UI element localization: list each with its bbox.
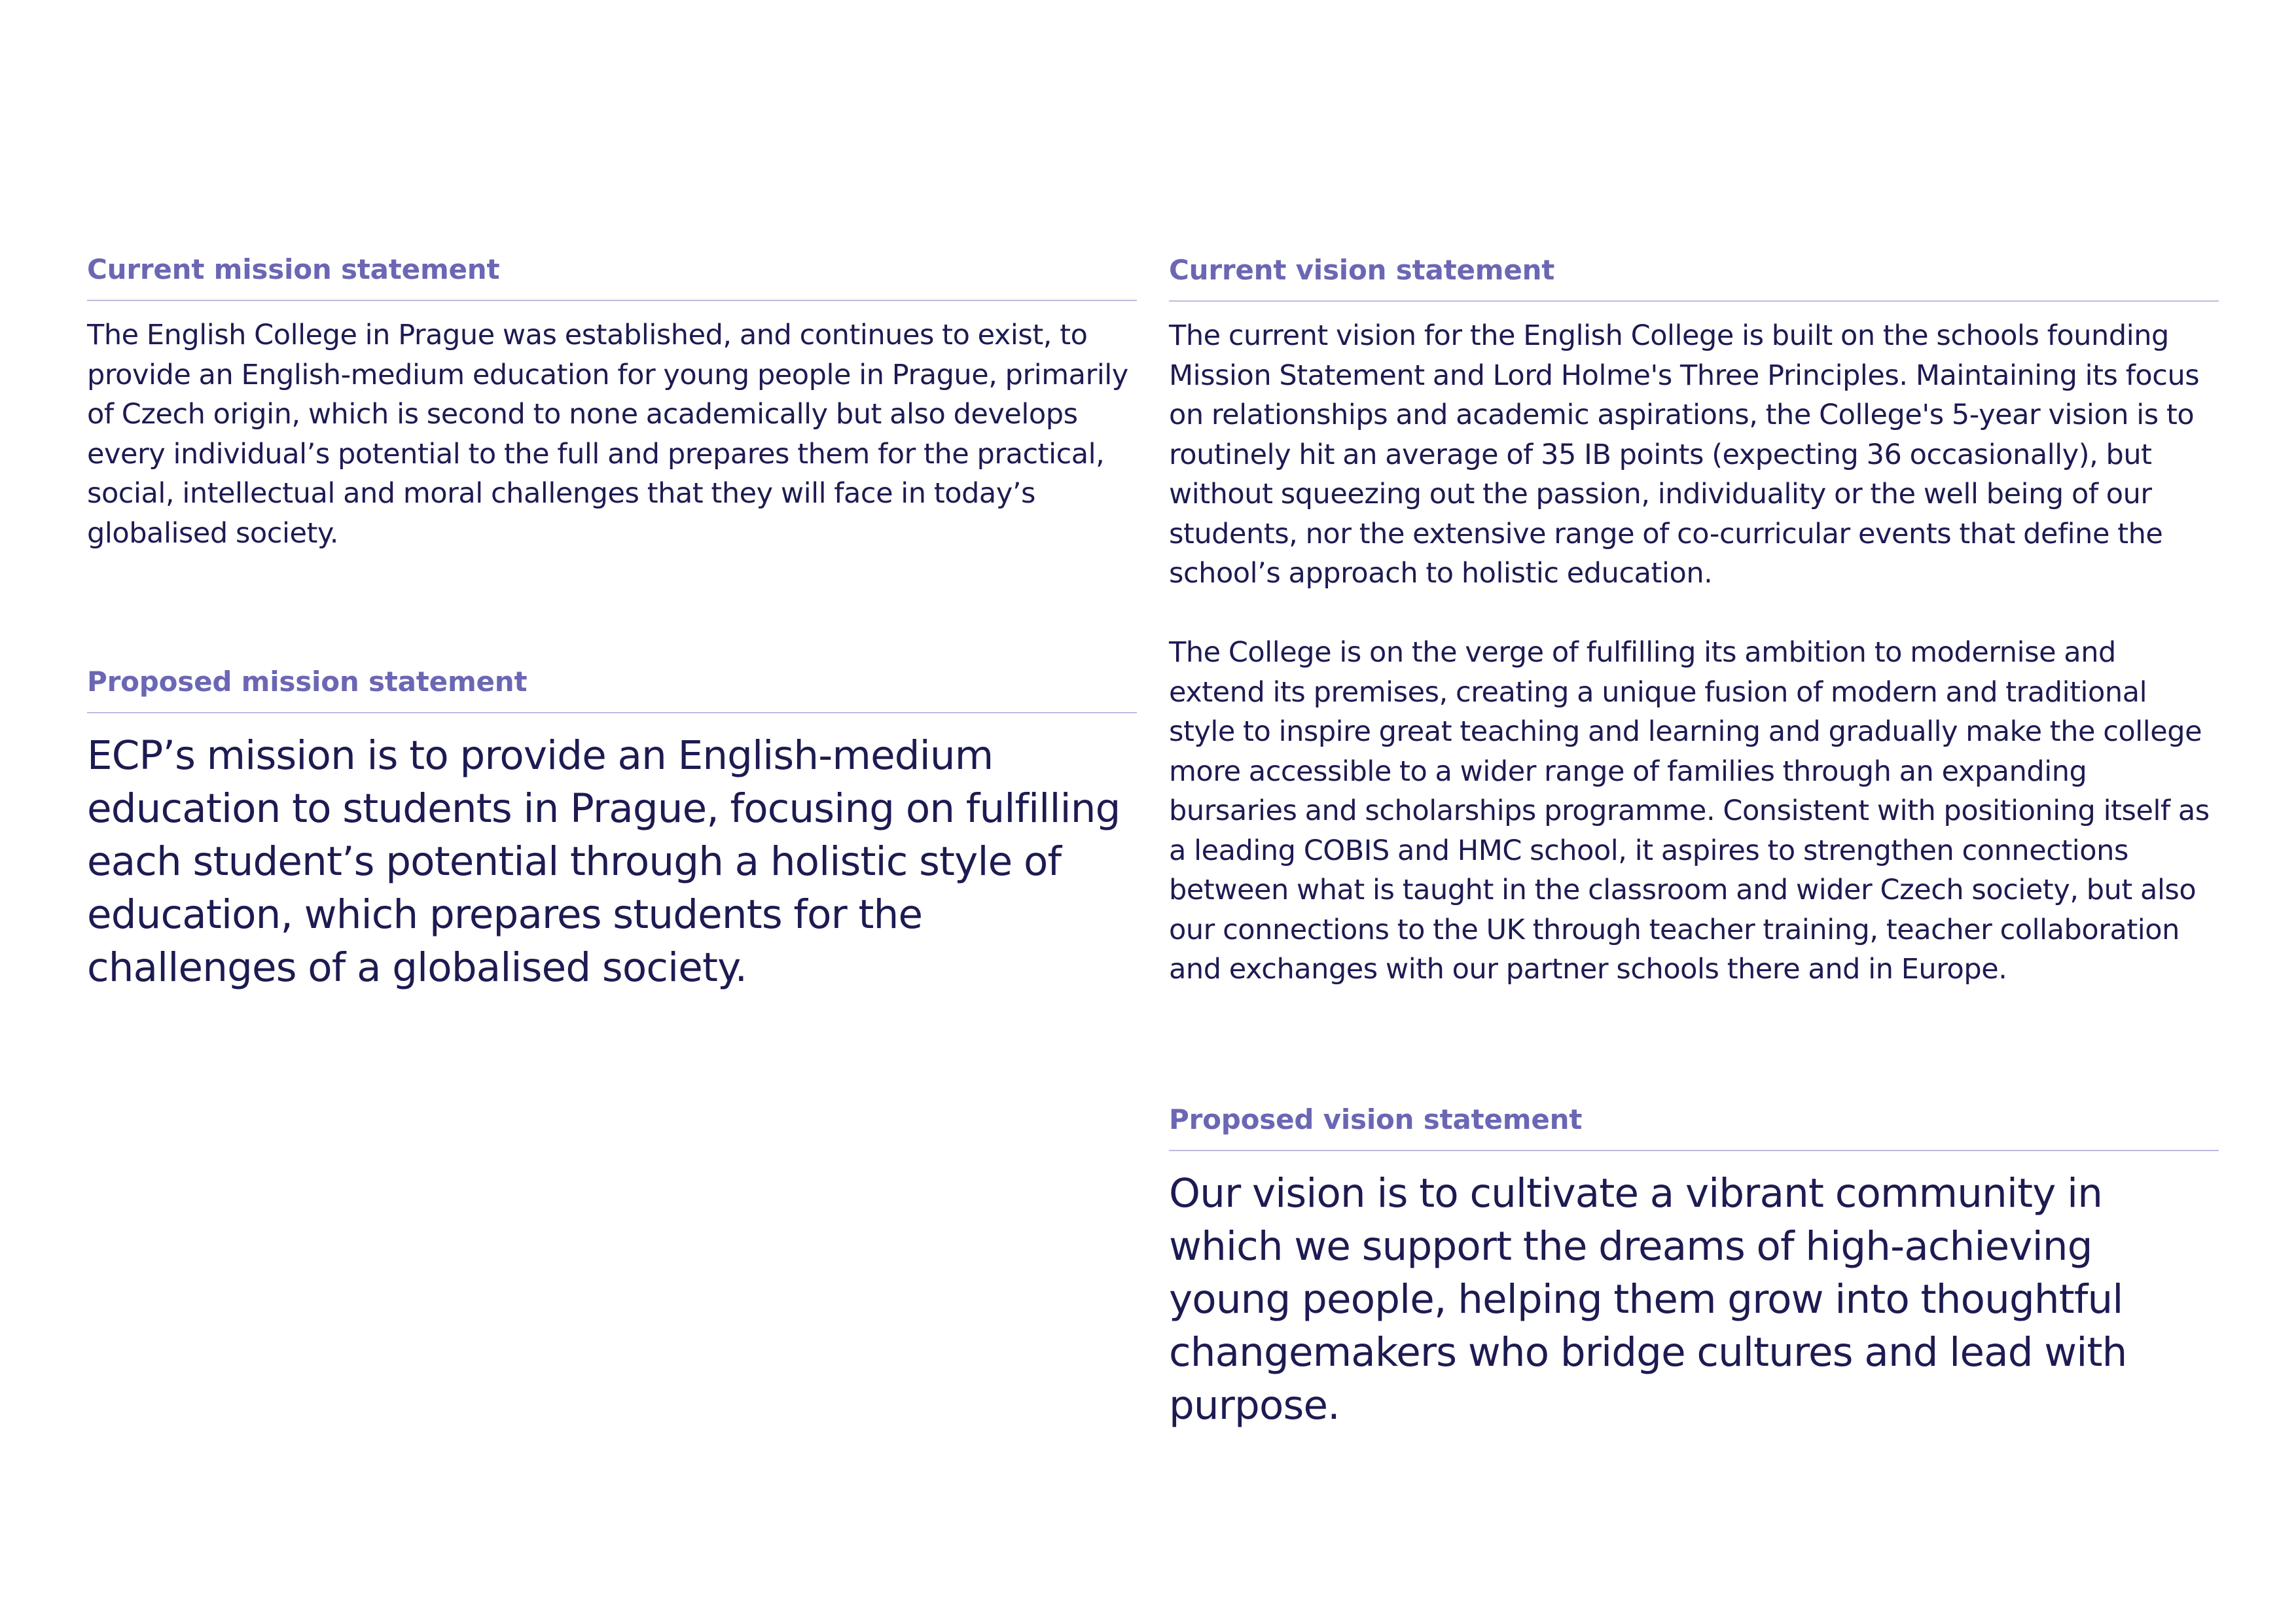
current-vision-text [1169, 316, 2219, 990]
current-mission-paragraph: The English College in Prague was established, and continues to exist, to provide an English-medium education for young people in Prague, primarily of Czech origin, which is second to none academically but also develops every individual’s potential to the full and prepares them for the practical, social, intellectual and moral challenges that they will face in today’s globalised society. [87, 319, 1128, 550]
proposed-mission-heading: Proposed mission statement [87, 666, 528, 698]
proposed-vision-text: Our vision is to cultivate a vibrant community in which we support the dreams of high-achieving young people, helping them grow into thoughtful changemakers who bridge cultures and lead with purpose. [1169, 1170, 2127, 1429]
current-vision-heading: Current vision statement [1169, 254, 1555, 286]
proposed-vision-section [1169, 1101, 2219, 1432]
current-mission-section [87, 251, 1137, 553]
current-vision-paragraph-1: The current vision for the English College is built on the schools founding Mission Statement and Lord Holme's Three Principles. Maintaining its focus on relationships and academic aspirations, the College's 5-year vision is to routinely hit an average of 35 IB points (expecting 36 occasionally), but without squeezing out the passion, individuality or the well being of our students, nor the extensive range of co-curricular events that define the school’s approach to holistic education. [1169, 319, 2200, 590]
current-vision-paragraph-2: The College is on the verge of fulfilling its ambition to modernise and extend its premises, creating a unique fusion of modern and traditional style to inspire great teaching and learning and gradually make the college more accessible to a wider range of families through an expanding bursaries and scholarships programme. Consistent with positioning itself as a leading COBIS and HMC school, it aspires to strengthen connections between what is taught in the classroom and wider Czech society, but also our connections to the UK through teacher training, teacher collaboration and exchanges with our partner schools there and in Europe. [1169, 636, 2210, 986]
proposed-vision-heading: Proposed vision statement [1169, 1103, 1583, 1135]
proposed-mission-text: ECP’s mission is to provide an English-medium education to students in Prague, focusing on fulfilling each student’s potential through a holistic style of education, which prepares students for the challenges of a globalised society. [87, 732, 1121, 991]
proposed-mission-section [87, 664, 1137, 994]
section-divider [87, 712, 1137, 713]
section-divider [1169, 1150, 2219, 1151]
section-divider [1169, 300, 2219, 302]
current-mission-text [87, 315, 1137, 553]
current-vision-section [1169, 252, 2219, 990]
current-mission-heading: Current mission statement [87, 253, 500, 285]
section-divider [87, 300, 1137, 301]
